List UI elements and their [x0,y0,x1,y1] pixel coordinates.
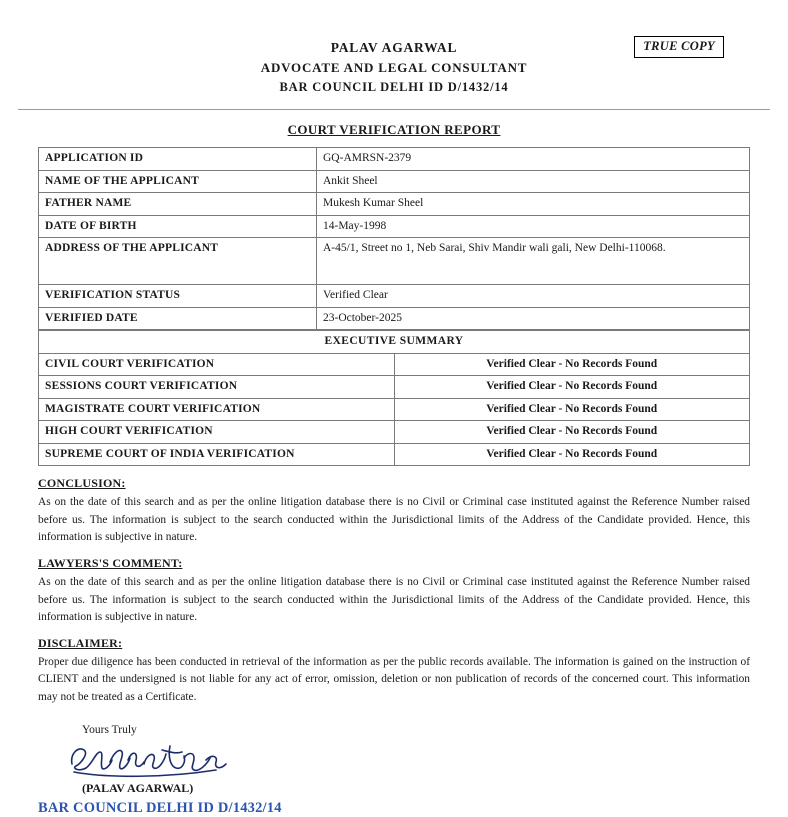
summary-value: Verified Clear - No Records Found [394,376,750,399]
detail-label: DATE OF BIRTH [39,215,317,238]
lawyers-comment-text: As on the date of this search and as per the online litigation database there is no Civil or Criminal case instituted against the Reference Number raised before us. The information is subject to the search conducted within the Jurisdictional limits of the Address of the Candidate provided. Hence, this information is subjective in nature. [38,576,750,623]
summary-label: HIGH COURT VERIFICATION [39,421,395,444]
conclusion-section [38,476,750,546]
detail-value: Mukesh Kumar Sheel [317,193,750,216]
true-copy-stamp: TRUE COPY [634,36,724,58]
executive-summary-heading: EXECUTIVE SUMMARY [39,331,750,354]
table-row [39,238,750,285]
detail-label: NAME OF THE APPLICANT [39,170,317,193]
detail-label: VERIFIED DATE [39,307,317,330]
detail-value: 14-May-1998 [317,215,750,238]
summary-value: Verified Clear - No Records Found [394,398,750,421]
signatory-name: (PALAV AGARWAL) [82,781,194,796]
detail-value: A-45/1, Street no 1, Neb Sarai, Shiv Mandir wali gali, New Delhi-110068. [317,238,750,285]
executive-summary-table [38,330,750,466]
conclusion-text: As on the date of this search and as per the online litigation database there is no Civil or Criminal case instituted against the Reference Number raised before us. The information is subject to the search conducted within the Jurisdictional limits of the Address of the Candidate provided. Hence, this information is subjective in nature. [38,496,750,543]
detail-value: Verified Clear [317,285,750,308]
summary-label: CIVIL COURT VERIFICATION [39,353,395,376]
table-row [39,398,750,421]
detail-label: FATHER NAME [39,193,317,216]
table-row [39,148,750,171]
conclusion-heading: CONCLUSION: [38,476,126,491]
lawyers-comment-section [38,556,750,626]
summary-label: SUPREME COURT OF INDIA VERIFICATION [39,443,395,466]
detail-label: ADDRESS OF THE APPLICANT [39,238,317,285]
disclaimer-text: Proper due diligence has been conducted in retrieval of the information as per the public records available. The information is gained on the instruction of CLIENT and the undersigned is not liable for any act of error, omission, deletion or non publication of records of the concerned court. This information may not be treated as a Certificate. [38,656,750,703]
handwritten-signature-icon [66,738,236,780]
table-row [39,170,750,193]
header-divider [18,109,770,110]
table-row [39,353,750,376]
summary-value: Verified Clear - No Records Found [394,443,750,466]
advocate-designation: ADVOCATE AND LEGAL CONSULTANT [260,60,528,75]
table-row [39,193,750,216]
table-row [39,421,750,444]
table-row [39,443,750,466]
summary-label: MAGISTRATE COURT VERIFICATION [39,398,395,421]
table-row [39,215,750,238]
letterhead-bar-council-id: BAR COUNCIL DELHI ID D/1432/14 [279,80,509,94]
summary-label: SESSIONS COURT VERIFICATION [39,376,395,399]
lawyers-comment-heading: LAWYERS'S COMMENT: [38,556,183,571]
signature-bar-council-id: BAR COUNCIL DELHI ID D/1432/14 [38,800,282,817]
advocate-name: PALAV AGARWAL [330,40,458,55]
disclaimer-heading: DISCLAIMER: [38,636,123,651]
table-row [39,376,750,399]
report-title: COURT VERIFICATION REPORT [287,122,501,137]
signature-salutation: Yours Truly [82,724,137,737]
detail-value: 23-October-2025 [317,307,750,330]
disclaimer-section [38,636,750,706]
signature-block [38,706,750,817]
detail-label: VERIFICATION STATUS [39,285,317,308]
table-header-row [39,331,750,354]
table-row [39,307,750,330]
summary-value: Verified Clear - No Records Found [394,353,750,376]
detail-value: GQ-AMRSN-2379 [317,148,750,171]
summary-value: Verified Clear - No Records Found [394,421,750,444]
detail-value: Ankit Sheel [317,170,750,193]
table-row [39,285,750,308]
applicant-details-table [38,147,750,330]
detail-label: APPLICATION ID [39,148,317,171]
